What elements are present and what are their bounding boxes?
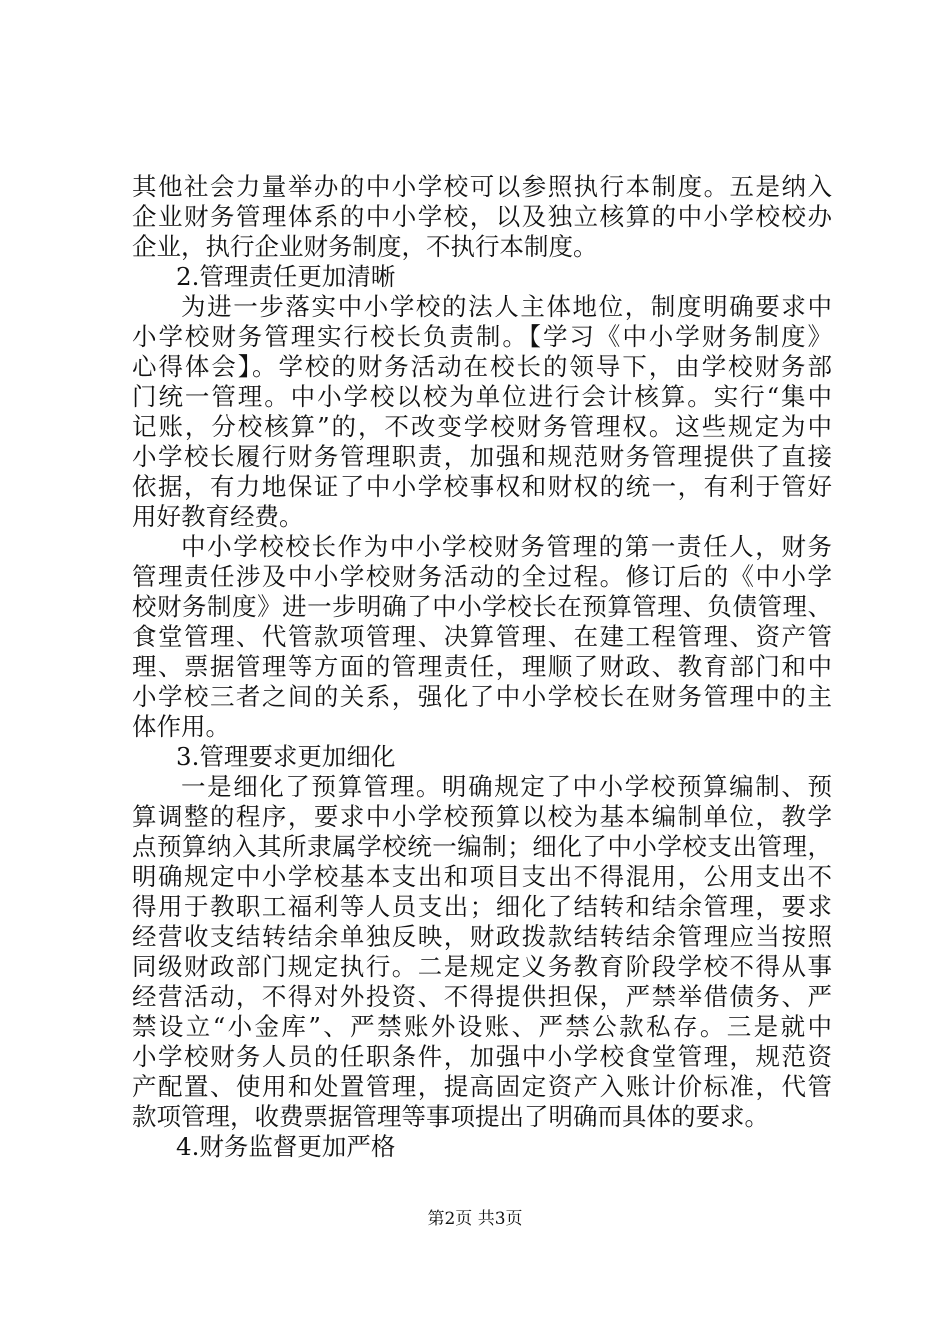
text-line: 体作用。 [132,712,230,741]
text-line: 一是细化了预算管理。明确规定了中小学校预算编制、预 [181,772,832,801]
text-line: 经营收支结转结余单独反映，财政拨款结转结余管理应当按照 [132,922,832,951]
text-line: 得用于教职工福利等人员支出；细化了结转和结余管理，要求 [132,892,832,921]
text-line: 校财务制度》进一步明确了中小学校长在预算管理、负债管理、 [132,592,832,621]
text-line: 算调整的程序，要求中小学校预算以校为基本编制单位，教学 [132,802,832,831]
text-line: 同级财政部门规定执行。二是规定义务教育阶段学校不得从事 [132,952,832,981]
text-line: 小学校财务人员的任职条件，加强中小学校食堂管理，规范资 [132,1042,832,1071]
document-body [132,172,832,1162]
text-line: 门统一管理。中小学校以校为单位进行会计核算。实行“集中 [132,382,832,411]
text-line: 企业，执行企业财务制度，不执行本制度。 [132,232,598,261]
section-heading: 3.管理要求更加细化 [176,742,396,771]
text-line: 中小学校校长作为中小学校财务管理的第一责任人，财务 [181,532,832,561]
text-line: 禁设立“小金库”、严禁账外设账、严禁公款私存。三是就中 [132,1012,832,1041]
text-line: 小学校长履行财务管理职责，加强和规范财务管理提供了直接 [132,442,832,471]
page-number-footer: 第2页 共3页 [427,1209,523,1229]
text-line: 为进一步落实中小学校的法人主体地位，制度明确要求中 [181,292,832,321]
text-line: 经营活动，不得对外投资、不得提供担保，严禁举借债务、严 [132,982,832,1011]
section-heading: 4.财务监督更加严格 [176,1132,396,1161]
text-line: 点预算纳入其所隶属学校统一编制；细化了中小学校支出管理， [132,832,832,861]
text-line: 心得体会】。学校的财务活动在校长的领导下，由学校财务部 [132,352,832,381]
text-line: 用好教育经费。 [132,502,304,531]
text-line: 明确规定中小学校基本支出和项目支出不得混用，公用支出不 [132,862,832,891]
text-line: 企业财务管理体系的中小学校，以及独立核算的中小学校校办 [132,202,832,231]
text-line: 其他社会力量举办的中小学校可以参照执行本制度。五是纳入 [132,172,832,201]
text-line: 依据，有力地保证了中小学校事权和财权的统一，有利于管好 [132,472,832,501]
text-line: 小学校三者之间的关系，强化了中小学校长在财务管理中的主 [132,682,832,711]
text-line: 记账，分校核算”的，不改变学校财务管理权。这些规定为中 [132,412,832,441]
text-line: 款项管理，收费票据管理等事项提出了明确而具体的要求。 [132,1102,769,1131]
text-line: 产配置、使用和处置管理，提高固定资产入账计价标准，代管 [132,1072,832,1101]
text-line: 理、票据管理等方面的管理责任，理顺了财政、教育部门和中 [132,652,832,681]
text-line: 小学校财务管理实行校长负责制。【学习《中小学财务制度》 [132,322,832,351]
text-line: 管理责任涉及中小学校财务活动的全过程。修订后的《中小学 [132,562,832,591]
section-heading: 2.管理责任更加清晰 [176,262,396,291]
text-line: 食堂管理、代管款项管理、决算管理、在建工程管理、资产管 [132,622,832,651]
